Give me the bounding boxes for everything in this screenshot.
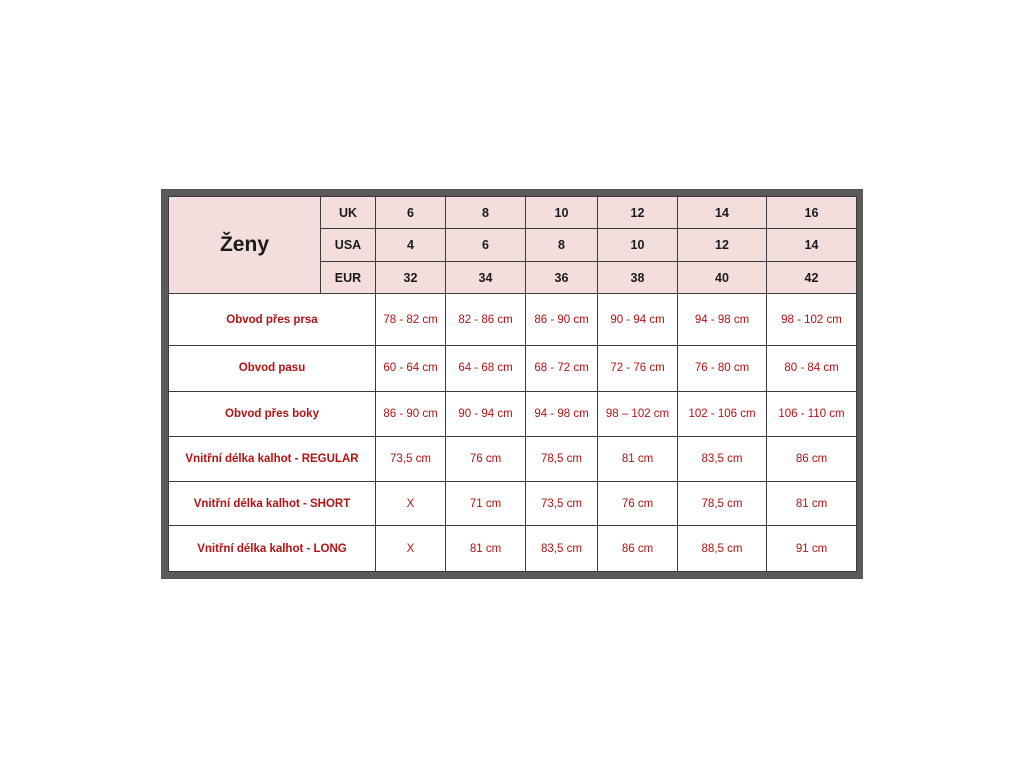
measure-cell: 90 - 94 cm bbox=[446, 391, 526, 437]
row-label: Obvod přes prsa bbox=[169, 294, 376, 346]
row-label: Obvod přes boky bbox=[169, 391, 376, 437]
measure-cell: 78,5 cm bbox=[678, 481, 767, 526]
measure-cell: 76 cm bbox=[446, 437, 526, 482]
measure-cell: 78,5 cm bbox=[526, 437, 598, 482]
measure-cell: 86 - 90 cm bbox=[376, 391, 446, 437]
measure-cell: 68 - 72 cm bbox=[526, 345, 598, 391]
table-row bbox=[169, 481, 857, 526]
measure-cell: 81 cm bbox=[598, 437, 678, 482]
table-row bbox=[169, 391, 857, 437]
row-label: Vnitřní délka kalhot - LONG bbox=[169, 526, 376, 572]
size-chart-table bbox=[168, 196, 857, 572]
measure-cell: 72 - 76 cm bbox=[598, 345, 678, 391]
measure-cell: 98 – 102 cm bbox=[598, 391, 678, 437]
measure-cell: 76 - 80 cm bbox=[678, 345, 767, 391]
header-row-uk bbox=[169, 197, 857, 229]
measure-cell: 86 cm bbox=[767, 437, 857, 482]
measure-cell: 86 cm bbox=[598, 526, 678, 572]
size-cell: 6 bbox=[446, 229, 526, 261]
measure-cell: X bbox=[376, 481, 446, 526]
table-row bbox=[169, 437, 857, 482]
measure-cell: 81 cm bbox=[767, 481, 857, 526]
size-cell: 8 bbox=[446, 197, 526, 229]
size-cell: 34 bbox=[446, 261, 526, 293]
size-cell: 14 bbox=[767, 229, 857, 261]
measure-cell: 73,5 cm bbox=[526, 481, 598, 526]
size-cell: 12 bbox=[678, 229, 767, 261]
measure-cell: 80 - 84 cm bbox=[767, 345, 857, 391]
size-cell: 36 bbox=[526, 261, 598, 293]
table-row bbox=[169, 345, 857, 391]
measure-cell: 94 - 98 cm bbox=[526, 391, 598, 437]
size-cell: 4 bbox=[376, 229, 446, 261]
measure-cell: 86 - 90 cm bbox=[526, 294, 598, 346]
measure-cell: 94 - 98 cm bbox=[678, 294, 767, 346]
size-cell: 12 bbox=[598, 197, 678, 229]
row-label: Vnitřní délka kalhot - SHORT bbox=[169, 481, 376, 526]
measure-cell: 81 cm bbox=[446, 526, 526, 572]
size-cell: 10 bbox=[598, 229, 678, 261]
measure-cell: 64 - 68 cm bbox=[446, 345, 526, 391]
size-cell: 16 bbox=[767, 197, 857, 229]
size-cell: 8 bbox=[526, 229, 598, 261]
size-chart-frame bbox=[161, 189, 863, 579]
table-row bbox=[169, 526, 857, 572]
size-cell: 40 bbox=[678, 261, 767, 293]
measure-cell: 83,5 cm bbox=[678, 437, 767, 482]
measure-cell: 60 - 64 cm bbox=[376, 345, 446, 391]
measure-cell: 83,5 cm bbox=[526, 526, 598, 572]
measure-cell: 90 - 94 cm bbox=[598, 294, 678, 346]
size-cell: 10 bbox=[526, 197, 598, 229]
measure-cell: 91 cm bbox=[767, 526, 857, 572]
measure-cell: X bbox=[376, 526, 446, 572]
size-system-label: UK bbox=[321, 197, 376, 229]
size-system-label: EUR bbox=[321, 261, 376, 293]
measure-cell: 73,5 cm bbox=[376, 437, 446, 482]
size-cell: 38 bbox=[598, 261, 678, 293]
measure-cell: 106 - 110 cm bbox=[767, 391, 857, 437]
measure-cell: 71 cm bbox=[446, 481, 526, 526]
measure-cell: 76 cm bbox=[598, 481, 678, 526]
table-title: Ženy bbox=[169, 197, 321, 294]
size-cell: 42 bbox=[767, 261, 857, 293]
size-cell: 6 bbox=[376, 197, 446, 229]
measure-cell: 78 - 82 cm bbox=[376, 294, 446, 346]
measure-cell: 82 - 86 cm bbox=[446, 294, 526, 346]
measure-cell: 98 - 102 cm bbox=[767, 294, 857, 346]
size-system-label: USA bbox=[321, 229, 376, 261]
size-cell: 32 bbox=[376, 261, 446, 293]
row-label: Obvod pasu bbox=[169, 345, 376, 391]
table-row bbox=[169, 294, 857, 346]
size-cell: 14 bbox=[678, 197, 767, 229]
measure-cell: 88,5 cm bbox=[678, 526, 767, 572]
measure-cell: 102 - 106 cm bbox=[678, 391, 767, 437]
row-label: Vnitřní délka kalhot - REGULAR bbox=[169, 437, 376, 482]
